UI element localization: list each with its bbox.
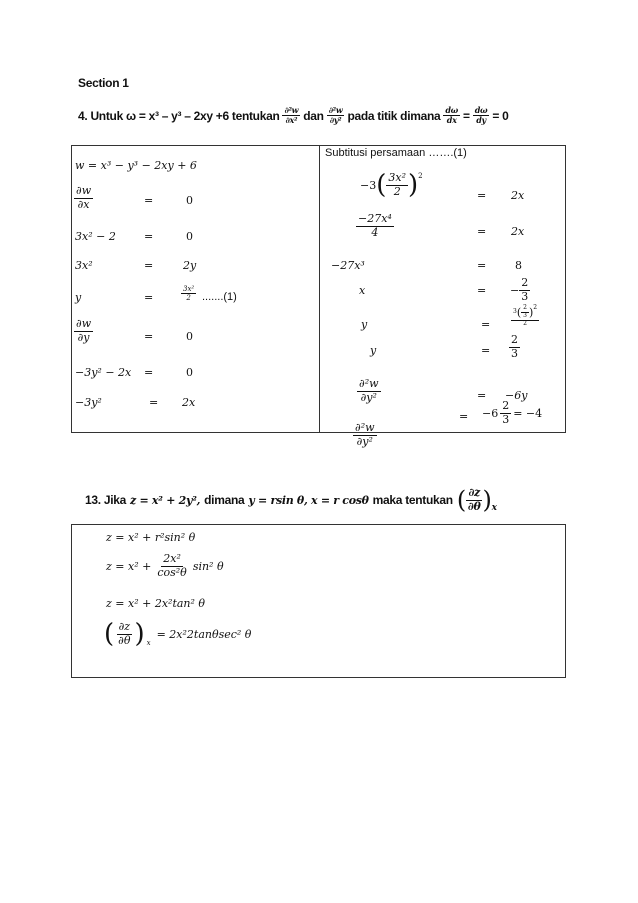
right-g-den: ∂y² [360,390,377,404]
q13-pz: ∂z [468,486,480,499]
left-row5-tag: .......(1) [202,291,237,303]
q4-dw-dy [473,106,490,125]
right-a-lparen: ( [376,170,387,201]
left-row4-rhs: 2y [183,259,197,272]
q4-dw-num: dω [445,105,458,115]
right-e-numer [511,305,539,321]
left-dx: ∂x [77,197,90,211]
box2-l4-num: ∂z [118,620,131,633]
left-dy: ∂y [77,330,90,344]
right-h-rhs-a: −6 [482,406,499,420]
q4-frac-num: ∂²w [284,105,299,115]
box2-l2-frac [155,553,188,579]
left-zero: 0 [186,194,193,207]
left-row3-rhs: 0 [186,230,193,243]
box2-l2-num: 2x² [163,552,181,565]
right-a-coef: −3 [360,178,377,192]
box2-l2-lhs: z = x² + [106,559,152,573]
box2-l2-rhs: sin² θ [192,559,224,573]
column-divider [319,145,320,432]
q4-dx-den: dx [446,115,457,126]
box2-line3: z = x² + 2x²tan² θ [106,597,206,610]
right-row-e-lhs: y [361,318,368,331]
box2-l4-sub: x [146,639,151,648]
right-h-rhs-b: = −4 [513,406,543,420]
left-row7-eq: = [144,366,154,379]
right-d-den: 3 [521,289,529,303]
right-row-d-rhs [510,277,530,303]
right-e-in-den: 3 [523,311,527,319]
q13-expr2: y = rsin θ, x = r cosθ [248,493,369,507]
left-row7-lhs: −3y² − 2x [75,366,132,379]
q4-eq-end: = 0 [492,108,509,123]
q13-expr1: z = x² + 2y², [129,493,201,507]
right-e-in-num: 2 [523,304,527,311]
right-a-num: 3x² [388,171,406,184]
q13-pth: ∂θ [467,499,481,513]
right-h-frac2 [500,400,511,426]
left-row6-rhs: 0 [186,330,193,343]
right-row-b-rhs: 2x [511,225,525,238]
right-row-h-frac [353,422,377,448]
left-dw: ∂w [76,184,92,197]
q4-prefix: 4. Untuk ω = x³ – y³ – 2xy +6 tentukan [78,108,280,123]
right-row-d-eq: = [477,284,487,297]
section-title: Section 1 [78,76,129,90]
q4-dan: dan [303,108,324,123]
right-b-den: 4 [371,225,379,239]
right-f-den: 3 [511,346,518,360]
right-h-den: ∂y² [356,434,373,448]
question-13-header [85,487,497,513]
left-row5-eq: = [144,291,154,304]
box2-l4-lparen: ( [104,619,115,650]
q4-frac-den-2: ∂y² [329,115,342,126]
right-row-c-lhs: −27x³ [331,259,365,272]
q13-sub: x [491,503,497,514]
box2-l4-frac [116,621,132,647]
q13-mid: dimana [204,493,245,508]
q13-partial [457,487,497,513]
right-row-h-eq: = [459,410,469,423]
right-e-rparen: ) [528,305,534,319]
right-a-pow: 2 [418,172,423,180]
left-row7-rhs: 0 [186,366,193,379]
right-row-c-rhs: 8 [515,259,522,272]
left-row4-eq: = [144,259,154,272]
right-h-num: ∂²w [355,421,375,434]
left-row6-eq: = [144,330,154,343]
right-b-num: −27x⁴ [358,212,392,225]
q13-rparen: ) [482,486,492,515]
right-row-c-eq: = [477,259,487,272]
right-d-minus: − [510,283,520,297]
q4-d2w-dy2 [327,106,345,125]
left-dw-dx [74,185,93,211]
box2-l4-den: ∂θ [118,633,131,647]
right-row-b-frac [356,213,394,239]
q13-frac [466,487,483,513]
q4-suffix: pada titik dimana [347,108,441,123]
right-g-num: ∂²w [359,377,379,390]
box2-line1: z = x² + r²sin² θ [106,531,196,544]
left-row5-lhs: y [75,291,82,304]
right-d-frac [519,277,530,303]
question-4-header [78,106,508,125]
q4-frac-den: ∂x² [285,115,298,126]
box2-line4 [104,619,252,650]
right-h-num2: 2 [502,399,510,412]
right-row-g-eq: = [477,389,487,402]
q4-dy-den: dy [476,115,486,126]
left-row8-eq: = [149,396,159,409]
right-row-f-eq: = [481,344,491,357]
box2-line2 [106,553,224,579]
q13-lparen: ( [456,486,466,515]
right-row-d-lhs: x [359,284,366,297]
left-row5-frac [181,285,196,302]
q4-dw-num-2: dω [474,105,488,115]
right-a-frac [386,172,408,198]
left-row8-lhs: −3y² [75,396,102,409]
right-row-a-eq: = [477,189,487,202]
left-eq-w: w = x³ − y³ − 2xy + 6 [75,159,197,172]
box2-l2-den: cos²θ [157,565,187,579]
right-h-den2: 3 [502,412,510,426]
left-eq-sign: = [144,194,154,207]
right-row-g-frac [357,378,381,404]
right-e-lparen: ( [516,305,522,319]
left-row3-lhs: 3x² − 2 [75,230,116,243]
right-a-rparen: ) [408,170,419,201]
q4-frac-num-2: ∂²w [328,105,343,115]
right-row-h-rhs [482,400,542,426]
right-row-f-lhs: y [370,344,377,357]
left-dw-2: ∂w [76,317,92,330]
right-e-three: 3 [513,307,517,315]
right-row-f-frac [509,334,520,360]
right-row-g-rhs: −6y [505,389,528,402]
box2-l4-rhs: = 2x²2tanθsec² θ [156,627,252,641]
right-e-den: 2 [523,319,527,327]
right-row-e-eq: = [481,318,491,331]
q4-d2w-dx2 [282,106,300,125]
right-d-num: 2 [521,276,529,289]
left-row8-rhs: 2x [182,396,196,409]
right-subst-label: Subtitusi persamaan …….(1) [325,147,467,159]
left-row3-eq: = [144,230,154,243]
q13-prefix: 13. Jika [85,493,126,508]
right-row-a-lhs [360,170,423,201]
left-dw-dy [74,318,93,344]
right-f-num: 2 [511,333,518,346]
left-row5-den: 2 [186,294,191,303]
right-row-b-eq: = [477,225,487,238]
q13-suffix: maka tentukan [372,493,453,508]
right-a-den: 2 [393,184,401,198]
right-row-e-frac [511,305,539,328]
left-row5-num: 3x² [183,285,195,293]
q4-dw-dx [443,106,460,125]
right-row-a-rhs: 2x [511,189,525,202]
left-row4-lhs: 3x² [75,259,93,272]
right-e-inner-frac [521,305,529,320]
q4-equals: = [463,108,470,123]
right-e-pow: 2 [533,304,538,311]
box2-l4-rparen: ) [134,619,145,650]
